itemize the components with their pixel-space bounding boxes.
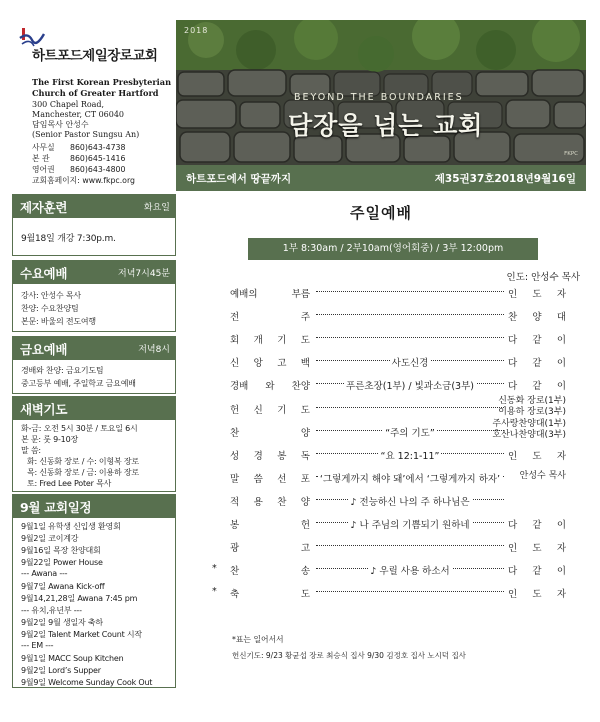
list-item: 9월1일 MACC Soup Kitchen: [21, 654, 124, 663]
order-item-presenter: 다 같 이: [508, 520, 566, 531]
section-header-dawn-prayer: 새벽기도: [12, 396, 176, 420]
banner-year: 2018: [184, 26, 209, 35]
order-item-name: 축 도: [230, 589, 310, 601]
prayer-schedule: 헌신기도: 9/23 황균섭 장로 최승식 집사 9/30 김정호 집사 노시덕 집사: [232, 651, 466, 660]
standing-mark: *: [212, 563, 217, 575]
left-sidebar: [12, 20, 176, 690]
dotted-leader: [316, 545, 504, 546]
contact-english: 영어권 860)643-4800: [32, 165, 126, 174]
order-item-presenter: [498, 396, 566, 418]
order-item-detail-text: “주의 기도”: [385, 427, 435, 439]
order-item-detail: [316, 563, 504, 577]
order-item-detail-text: 사도신경: [391, 358, 429, 370]
list-item: 본 문: 룻 9-10장: [21, 435, 78, 444]
list-item: 9월2일 코이계강: [21, 534, 79, 543]
order-row: [212, 395, 582, 417]
order-item-presenter: 인 도 자: [508, 289, 566, 300]
order-item-detail: [316, 494, 504, 508]
section-body-wednesday: [12, 284, 176, 332]
order-row: [212, 539, 582, 555]
list-item: 9월18일 개강 7:30p.m.: [21, 234, 116, 244]
section-header-discipleship: 제자훈련 화요일: [12, 194, 176, 218]
order-item-presenter: 찬 양 대: [508, 312, 566, 324]
section-header-schedule: 9월 교회일정: [12, 494, 176, 518]
list-item: --- 유치,유년부 ---: [21, 606, 82, 615]
order-item-detail-text: ‘그렇게까지 해야 돼’에서 ‘그렇게까지 하자’: [319, 473, 501, 485]
order-item-detail: [316, 425, 504, 439]
list-item: --- Awana ---: [21, 569, 68, 578]
order-item-name: 신 앙 고 백: [230, 358, 310, 370]
order-item-detail-text: 푸른초장(1부) / 빛과소금(3부): [346, 381, 474, 393]
address-line: Manchester, CT 06040: [32, 110, 125, 119]
order-item-name: 전 주: [230, 312, 310, 324]
section-body-dawn-prayer: [12, 420, 176, 492]
order-item-name: 말 씀 선 포: [230, 473, 310, 485]
list-item: 말 씀:: [21, 446, 41, 455]
order-item-detail-text: ♪ 나 주님의 기쁨되기 원하네: [350, 520, 470, 531]
section-header-friday: 금요예배 저녁8시: [12, 336, 176, 360]
order-item-presenter: 다 같 이: [508, 381, 566, 393]
presenter-line: 안성수 목사: [519, 470, 566, 481]
list-item: 경배와 찬양: 금요기도팀: [21, 366, 104, 375]
section-body-discipleship: [12, 218, 176, 256]
order-item-presenter: 인 도 자: [508, 589, 566, 601]
list-item: 찬양: 수요찬양팀: [21, 304, 79, 313]
order-row: [212, 377, 582, 393]
presenter-line: 호산나찬양대(3부): [492, 429, 566, 440]
contact-main: 본 관 860)645-1416: [32, 154, 126, 163]
banner-tag: FKPC: [564, 151, 578, 157]
order-row: [212, 331, 582, 347]
order-row: [212, 470, 582, 486]
order-row: [212, 585, 582, 601]
list-item: 중고등부 예배, 주일학교 금요예배: [21, 379, 136, 388]
order-row: [212, 418, 582, 440]
order-item-presenter: 인 도 자: [508, 450, 566, 462]
pastor-korean: 담임목사 안성수: [32, 120, 89, 129]
dotted-leader: [316, 591, 504, 592]
order-row: [212, 493, 582, 509]
order-row: [212, 516, 582, 532]
order-row: [212, 308, 582, 324]
list-item: 9월2일 9월 생일자 축하: [21, 618, 103, 627]
order-item-name: 찬 양: [230, 427, 310, 439]
order-item-presenter: 다 같 이: [508, 566, 566, 578]
page-title: 주일예배: [350, 204, 412, 222]
order-item-detail-text: “요 12:1-11”: [380, 450, 440, 462]
order-item-name: 회 개 기 도: [230, 335, 310, 347]
service-times-banner: 1부 8:30am / 2부10am(영어회중) / 3부 12:00pm: [248, 238, 538, 260]
order-item-name: 경배 와 찬양: [230, 381, 310, 393]
contact-office: 사무실 860)643-4738: [32, 143, 126, 152]
standing-note: *표는 일어서서: [232, 635, 284, 644]
list-item: 목: 신동화 장로 / 금: 이용하 장로: [27, 468, 139, 477]
order-item-name: 성 경 봉 독: [230, 450, 310, 462]
order-row: [212, 354, 582, 370]
list-item: 9월1일 유학생 신입생 환영회: [21, 522, 121, 531]
order-item-presenter: [520, 471, 566, 482]
list-item: 본문: 바울의 전도여행: [21, 317, 96, 326]
section-body-schedule: [12, 518, 176, 688]
order-item-presenter: [492, 419, 566, 441]
order-item-detail: [316, 517, 504, 531]
order-item-name: 적 용 찬 양: [230, 496, 310, 508]
order-item-name: 광 고: [230, 543, 310, 555]
list-item: --- EM ---: [21, 641, 54, 650]
order-item-presenter: 다 같 이: [508, 358, 566, 370]
order-item-name: 봉 헌: [230, 520, 310, 531]
order-item-detail-text: ♪ 전능하신 나의 주 하나님은: [350, 496, 470, 508]
worship-leader: 인도: 안성수 목사: [506, 272, 580, 283]
section-header-wednesday: 수요예배 저녁7시45분: [12, 260, 176, 284]
church-motto: 하트포드에서 땅끝까지: [186, 173, 292, 185]
issue-bar: [176, 165, 586, 191]
dotted-leader: [316, 314, 504, 315]
contact-website: 교회홈페이지: www.fkpc.org: [32, 176, 135, 185]
presenter-line: 이용하 장로(3부): [498, 406, 566, 417]
list-item: 9월9일 Welcome Sunday Cook Out: [21, 678, 153, 687]
order-item-name: 헌 신 기 도: [230, 404, 310, 416]
banner-title-english: BEYOND THE BOUNDARIES: [294, 92, 464, 103]
order-item-detail: [316, 378, 504, 392]
standing-mark: *: [212, 586, 217, 598]
church-name-korean: 하트포드제일장로교회: [32, 48, 158, 64]
list-item: 9월7일 Awana Kick-off: [21, 582, 105, 591]
order-item-detail: [316, 448, 504, 462]
address-line: 300 Chapel Road,: [32, 100, 105, 109]
presenter-line: 신동화 장로(1부): [498, 395, 566, 406]
list-item: 강사: 안성수 목사: [21, 291, 81, 300]
list-item: 9월22일 Power House: [21, 558, 103, 567]
list-item: 토: Fred Lee Poter 목사: [27, 479, 112, 488]
order-item-name: 찬 송: [230, 566, 310, 578]
dotted-leader: [316, 407, 504, 408]
list-item: 9월14,21,28일 Awana 7:45 pm: [21, 594, 138, 603]
list-item: 9월2일 Lord’s Supper: [21, 666, 101, 675]
list-item: 화: 신동화 장로 / 수: 이형복 장로: [27, 457, 139, 466]
church-info: [12, 20, 176, 190]
order-row: [212, 562, 582, 578]
list-item: 9월16일 목장 찬양대회: [21, 546, 101, 555]
order-row: [212, 447, 582, 463]
church-name-english: The First Korean Presbyterian Church of Greater Hartford: [32, 77, 172, 98]
order-item-detail: [316, 355, 504, 369]
presenter-line: 주사랑찬양대(1부): [492, 418, 566, 429]
dotted-leader: [316, 291, 504, 292]
list-item: 화-금: 오전 5시 30분 / 토요일 6시: [21, 424, 138, 433]
dotted-leader: [316, 337, 504, 338]
banner-title-korean: 담장을 넘는 교회: [288, 111, 484, 140]
order-item-name: 예배의 부름: [230, 289, 310, 300]
order-row: [212, 285, 582, 301]
list-item: 9월2일 Talent Market Count 시작: [21, 630, 142, 639]
banner-image: [176, 20, 586, 165]
section-body-friday: [12, 360, 176, 394]
pastor-english: (Senior Pastor Sungsu An): [32, 130, 140, 139]
issue-number: 제35권37호2018년9월16일: [434, 173, 576, 185]
order-item-detail-text: ♪ 우릴 사용 하소서: [370, 566, 450, 578]
order-item-presenter: 인 도 자: [508, 543, 566, 555]
order-item-detail: [316, 471, 504, 485]
order-item-presenter: 다 같 이: [508, 335, 566, 347]
